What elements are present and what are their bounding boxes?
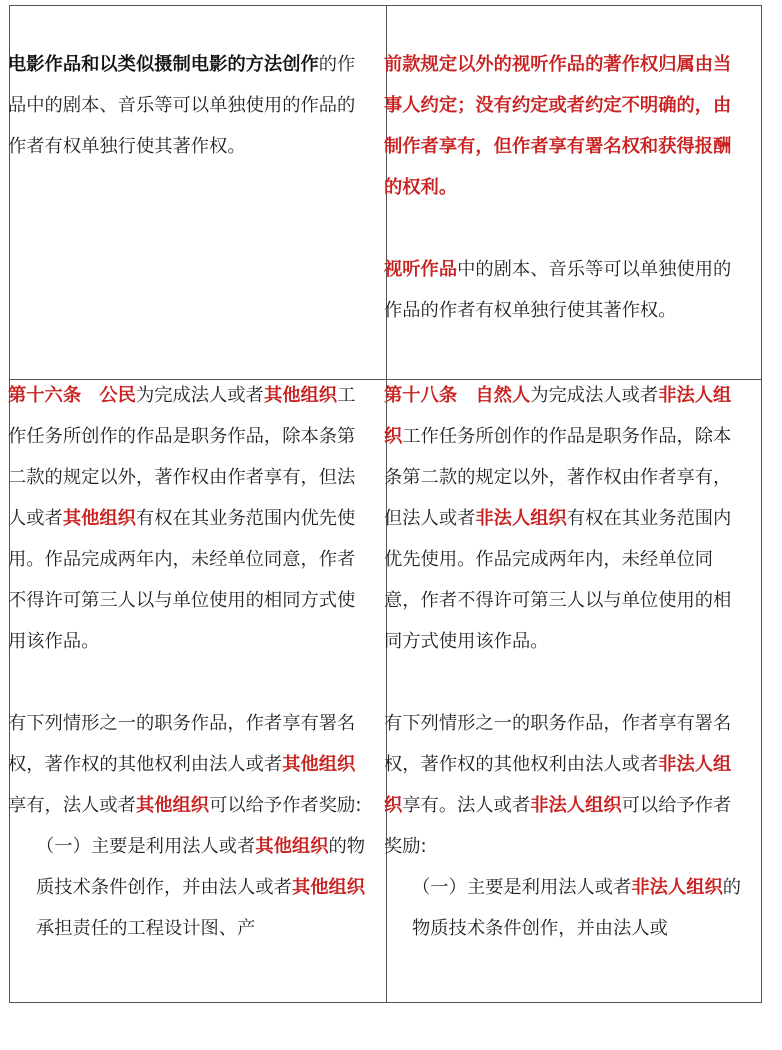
old-law-org-term: 其他组织 (62, 508, 136, 529)
new-law-article18-para1 (384, 375, 746, 662)
new-law-audiovisual-term: 视听作品 (384, 259, 458, 280)
old-law-text: 为完成法人或者 (135, 385, 264, 406)
new-law-article-number: 第十八条 (384, 385, 458, 406)
old-law-org-term: 其他组织 (291, 877, 366, 898)
new-law-subject: 自然人 (475, 385, 531, 406)
old-law-text: 可以给予作者奖励: (209, 795, 362, 816)
new-law-article18-para2 (384, 703, 746, 867)
old-law-org-term: 其他组织 (263, 385, 338, 406)
new-law-org-term: 非法人组织 (384, 385, 732, 447)
new-law-audiovisual-text: 中的剧本、音乐等可以单独使用的作品的作者有权单独行使其著作权。 (384, 259, 732, 321)
new-law-org-term: 非法人组织 (631, 877, 723, 898)
old-law-text: （一）主要是利用法人或者 (36, 836, 256, 857)
new-law-org-term: 非法人组织 (475, 508, 567, 529)
old-law-film-paragraph (8, 44, 368, 167)
new-law-audiovisual-para2 (384, 249, 746, 331)
new-law-text: 有下列情形之一的职务作品，作者享有署名权，著作权的其他权利由法人或者 (384, 713, 732, 775)
new-law-org-term: 非法人组织 (384, 754, 732, 816)
new-law-text: 工作任务所创作的作品是职务作品，除本条第二款的规定以外，著作权由作者享有，但法人或者 (384, 426, 732, 529)
old-law-article16-item1 (8, 826, 368, 949)
old-law-text: 的物质技术条件创作，并由法人或者 (36, 836, 366, 898)
old-law-text: 工作任务所创作的作品是职务作品，除本条第二款的规定以外，著作权由作者享有，但法人或者 (8, 385, 356, 529)
new-law-audiovisual-para1: 前款规定以外的视听作品的著作权归属由当事人约定；没有约定或者约定不明确的，由制作者享有，但作者享有署名权和获得报酬的权利。 (384, 54, 732, 198)
new-law-org-term: 非法人组织 (530, 795, 622, 816)
old-law-org-term: 其他组织 (282, 754, 356, 775)
old-law-article-number: 第十六条 (8, 385, 82, 406)
old-law-text: 承担责任的工程设计图、产 (36, 918, 256, 939)
new-law-text: 可以给予作者奖励: (384, 795, 732, 857)
old-law-article16-para1 (8, 375, 368, 662)
new-law-article18-item1 (384, 867, 746, 949)
old-law-org-term: 其他组织 (135, 795, 210, 816)
new-law-text: 为完成法人或者 (530, 385, 659, 406)
old-law-cell-article16 (8, 375, 368, 997)
old-law-film-text: 的作品中的剧本、音乐等可以单独使用的作品的作者有权单独行使其著作权。 (8, 54, 356, 157)
new-law-text: 有权在其业务范围内优先使用。作品完成两年内，未经单位同意，作者不得许可第三人以与单位使用的相同方式使用该作品。 (384, 508, 732, 652)
old-law-text: 享有，法人或者 (8, 795, 136, 816)
old-law-cell-film (8, 44, 368, 167)
old-law-article16-para2 (8, 703, 368, 826)
new-law-cell-audiovisual (384, 44, 746, 331)
old-law-film-title: 电影作品和以类似摄制电影的方法创作 (8, 54, 319, 75)
old-law-org-term: 其他组织 (255, 836, 329, 857)
new-law-text: 享有。法人或者 (402, 795, 531, 816)
old-law-text: 有权在其业务范围内优先使用。作品完成两年内，未经单位同意，作者不得许可第三人以与单位使用的相同方式使用该作品。 (8, 508, 356, 652)
new-law-text: 的物质技术条件创作，并由法人或 (412, 877, 742, 939)
old-law-subject: 公民 (99, 385, 136, 406)
new-law-cell-article18 (384, 375, 746, 997)
new-law-text: （一）主要是利用法人或者 (412, 877, 632, 898)
old-law-text: 有下列情形之一的职务作品，作者享有署名权，著作权的其他权利由法人或者 (8, 713, 356, 775)
